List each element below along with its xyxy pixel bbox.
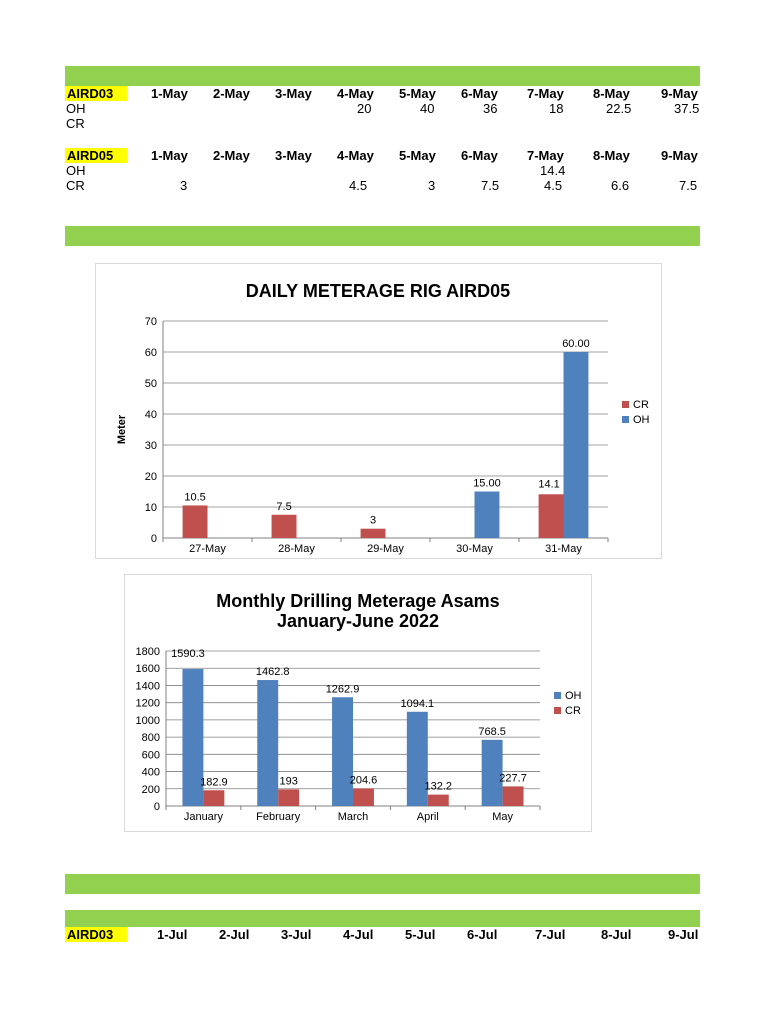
date-header: 7-May bbox=[527, 86, 564, 101]
date-header: 6-Jul bbox=[467, 927, 498, 942]
table-header-row bbox=[65, 86, 700, 101]
table-aird03-jul bbox=[65, 927, 700, 942]
table-row-cr bbox=[65, 116, 700, 131]
data-label: 10.5 bbox=[184, 491, 206, 504]
y-tick-label: 30 bbox=[144, 440, 157, 452]
bar-cr bbox=[353, 788, 374, 806]
bar-cr bbox=[278, 789, 299, 806]
date-header: 4-Jul bbox=[343, 927, 374, 942]
legend-swatch-cr bbox=[622, 401, 629, 408]
date-header: 1-May bbox=[151, 148, 188, 163]
table-cell: 18 bbox=[549, 101, 564, 116]
table-cell: 20 bbox=[357, 101, 372, 116]
y-tick-label: 1400 bbox=[135, 680, 160, 693]
row-label: CR bbox=[66, 116, 85, 131]
bar-cr bbox=[203, 790, 224, 806]
y-tick-label: 0 bbox=[153, 801, 160, 813]
chart-daily-meterage-svg bbox=[96, 264, 661, 558]
table-cell: 22.5 bbox=[606, 101, 632, 116]
date-header: 1-May bbox=[151, 86, 188, 101]
data-label: 14.1 bbox=[538, 478, 560, 491]
chart-monthly-meterage-svg bbox=[125, 575, 591, 831]
y-tick-label: 800 bbox=[141, 732, 160, 745]
date-header: 2-May bbox=[213, 148, 250, 163]
data-label: 1262.9 bbox=[325, 683, 360, 696]
data-label: 7.5 bbox=[276, 500, 292, 513]
table-cell: 3 bbox=[180, 178, 188, 193]
y-tick-label: 10 bbox=[144, 502, 157, 514]
table-cell: 37.5 bbox=[674, 101, 700, 116]
chart-title: Monthly Drilling Meterage Asams bbox=[216, 591, 500, 611]
date-header: 5-Jul bbox=[405, 927, 436, 942]
rig-label: AIRD03 bbox=[65, 86, 127, 101]
chart-subtitle: January-June 2022 bbox=[276, 611, 440, 631]
bar-cr bbox=[272, 515, 297, 538]
legend-swatch-oh bbox=[554, 692, 561, 699]
bar-oh bbox=[332, 697, 353, 806]
table-cell: 40 bbox=[420, 101, 435, 116]
table-cell: 6.6 bbox=[611, 178, 630, 193]
table-row-cr bbox=[65, 178, 700, 193]
date-header: 3-Jul bbox=[281, 927, 312, 942]
date-header: 9-May bbox=[661, 86, 698, 101]
date-header: 8-May bbox=[593, 86, 630, 101]
data-label: 768.5 bbox=[478, 725, 506, 738]
row-label: OH bbox=[66, 101, 86, 116]
data-label: 3 bbox=[369, 514, 377, 527]
legend-swatch-oh bbox=[622, 416, 629, 423]
table-cell: 36 bbox=[483, 101, 498, 116]
rig-label: AIRD05 bbox=[65, 148, 127, 163]
table-cell: 3 bbox=[428, 178, 436, 193]
bar-cr bbox=[428, 795, 449, 806]
date-header: 5-May bbox=[399, 148, 436, 163]
legend-label-oh: OH bbox=[633, 414, 650, 426]
y-tick-label: 60 bbox=[144, 347, 157, 359]
x-tick-label: 29-May bbox=[367, 543, 404, 555]
date-header: 5-May bbox=[399, 86, 436, 101]
header-band-top bbox=[65, 66, 700, 86]
bar-cr bbox=[539, 494, 564, 538]
table-cell: 14.4 bbox=[540, 163, 566, 178]
data-label: 60.00 bbox=[562, 338, 590, 350]
date-header: 3-May bbox=[275, 86, 312, 101]
y-tick-label: 1200 bbox=[135, 697, 160, 710]
table-header-row bbox=[65, 148, 700, 163]
table-header-row bbox=[65, 927, 700, 942]
x-tick-label: May bbox=[492, 811, 513, 823]
section-band bbox=[65, 910, 700, 927]
x-tick-label: 28-May bbox=[278, 543, 315, 555]
x-tick-label: 30-May bbox=[456, 543, 493, 555]
row-label: CR bbox=[66, 178, 85, 193]
table-cell: 4.5 bbox=[544, 178, 563, 193]
date-header: 2-Jul bbox=[219, 927, 250, 942]
row-label: OH bbox=[66, 163, 86, 178]
date-header: 6-May bbox=[461, 86, 498, 101]
date-header: 8-Jul bbox=[601, 927, 632, 942]
data-label: 132.2 bbox=[424, 780, 453, 793]
x-tick-label: 31-May bbox=[545, 543, 582, 555]
table-cell: 4.5 bbox=[349, 178, 368, 193]
chart-monthly-meterage bbox=[124, 574, 592, 832]
rig-label: AIRD03 bbox=[65, 927, 127, 942]
chart-title: DAILY METERAGE RIG AIRD05 bbox=[245, 281, 511, 301]
date-header: 4-May bbox=[337, 148, 374, 163]
data-label: 193 bbox=[279, 775, 298, 788]
legend-label-oh: OH bbox=[565, 690, 582, 702]
data-label: 182.9 bbox=[200, 776, 228, 789]
date-header: 6-May bbox=[461, 148, 498, 163]
bar-cr bbox=[183, 505, 208, 538]
table-row-oh bbox=[65, 101, 700, 116]
y-tick-label: 70 bbox=[144, 316, 157, 328]
table-cell: 7.5 bbox=[481, 178, 500, 193]
x-tick-label: April bbox=[416, 811, 439, 823]
data-label: 1590.3 bbox=[171, 648, 205, 661]
date-header: 7-May bbox=[527, 148, 564, 163]
chart-daily-meterage bbox=[95, 263, 662, 559]
data-label: 15.00 bbox=[473, 477, 501, 490]
data-label: 1462.8 bbox=[255, 666, 290, 679]
x-tick-label: February bbox=[256, 811, 301, 823]
x-tick-label: January bbox=[183, 811, 223, 823]
y-tick-label: 1600 bbox=[135, 663, 160, 676]
legend-swatch-cr bbox=[554, 707, 561, 714]
table-aird05-may bbox=[65, 148, 700, 193]
y-axis-label: Meter bbox=[116, 414, 128, 445]
date-header: 8-May bbox=[593, 148, 630, 163]
bar-oh bbox=[475, 492, 500, 539]
date-header: 3-May bbox=[275, 148, 312, 163]
table-aird03-may bbox=[65, 86, 700, 131]
date-header: 7-Jul bbox=[535, 927, 566, 942]
section-band bbox=[65, 874, 700, 894]
date-header: 2-May bbox=[213, 86, 250, 101]
y-tick-label: 1800 bbox=[135, 646, 160, 658]
y-tick-label: 40 bbox=[144, 409, 157, 421]
x-tick-label: 27-May bbox=[189, 543, 226, 555]
date-header: 4-May bbox=[337, 86, 374, 101]
section-band bbox=[65, 226, 700, 246]
y-tick-label: 20 bbox=[144, 471, 157, 483]
date-header: 9-Jul bbox=[668, 927, 699, 942]
x-tick-label: March bbox=[337, 811, 369, 823]
data-label: 1094.1 bbox=[400, 697, 435, 710]
date-header: 9-May bbox=[661, 148, 698, 163]
data-label: 227.7 bbox=[499, 772, 527, 785]
legend-label-cr: CR bbox=[633, 399, 649, 411]
bar-oh bbox=[564, 352, 589, 538]
bar-cr bbox=[361, 529, 386, 538]
y-tick-label: 0 bbox=[150, 533, 157, 545]
date-header: 1-Jul bbox=[157, 927, 188, 942]
y-tick-label: 200 bbox=[141, 783, 160, 796]
data-label: 204.6 bbox=[349, 774, 378, 787]
table-row-oh bbox=[65, 163, 700, 178]
legend-label-cr: CR bbox=[565, 705, 581, 717]
y-tick-label: 600 bbox=[141, 749, 160, 762]
y-tick-label: 1000 bbox=[135, 714, 160, 727]
table-cell: 7.5 bbox=[679, 178, 698, 193]
bar-cr bbox=[503, 786, 524, 806]
bar-oh bbox=[257, 680, 278, 806]
y-tick-label: 50 bbox=[144, 378, 157, 390]
y-tick-label: 400 bbox=[141, 766, 160, 779]
